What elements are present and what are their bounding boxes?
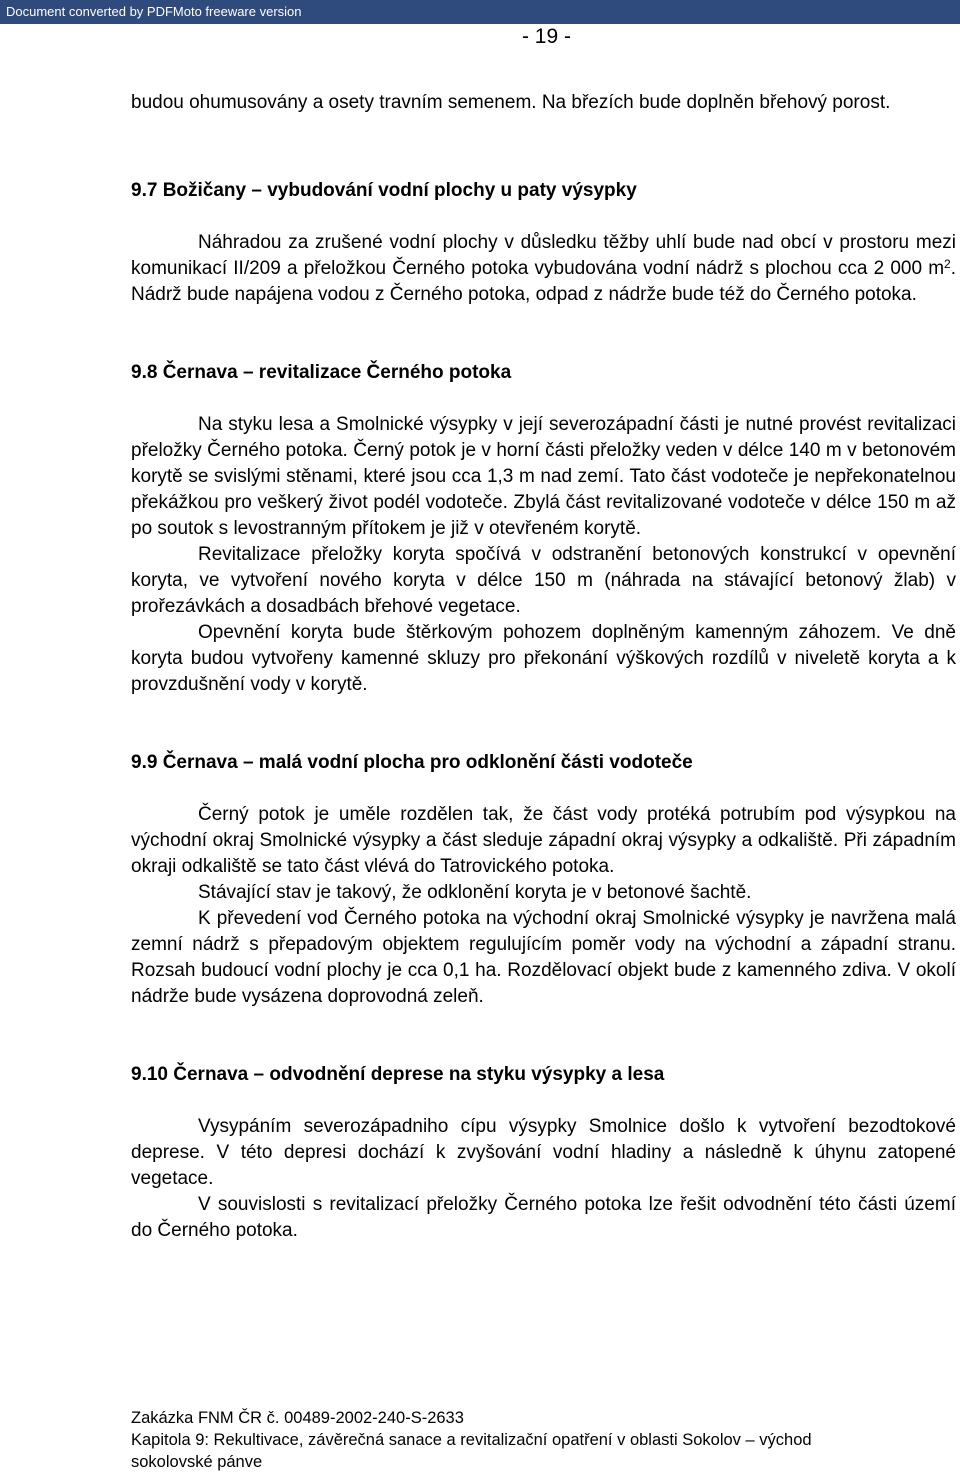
- page-footer: [131, 1407, 951, 1473]
- footer-chapter-title: Kapitola 9: Rekultivace, závěrečná sanace a revitalizační opatření v oblasti Sokolov – východ: [131, 1431, 812, 1449]
- converter-banner: [0, 0, 960, 24]
- section-9-9-paragraph-2: Stávající stav je takový, že odklonění koryta je v betonové šachtě.: [198, 882, 752, 903]
- section-9-8-paragraph-3: Opevnění koryta bude štěrkovým pohozem doplněným kamenným záhozem. Ve dně koryta budou vytvořeny kamenné skluzy pro překonání výškových rozdílů v niveletě koryta a k provzdušnění vody v korytě.: [131, 622, 956, 695]
- section-9-10-paragraph-1: Vysypáním severozápadniho cípu výsypky Smolnice došlo k vytvoření bezodtokové deprese. V této depresi dochází k zvyšování vodní hladiny a následně k úhynu zatopené vegetace.: [131, 1116, 956, 1189]
- section-9-8-paragraph-2: Revitalizace přeložky koryta spočívá v odstranění betonových konstrukcí v opevnění koryta, ve vytvoření nového koryta v délce 150 m (náhrada na stávající betonový žlab) v prořezávkách a dosadbách břehové vegetace.: [131, 544, 956, 617]
- footer-chapter-title-cont: sokolovské pánve: [131, 1453, 263, 1471]
- section-9-8-paragraph-1: Na styku lesa a Smolnické výsypky v její severozápadní části je nutné provést revitalizaci přeložky Černého potoka. Černý potok je v horní části přeložky veden v délce 140 m v betonovém korytě se svislými stěnami, které jsou cca 1,3 m nad zemí. Tato část vodoteče je nepřekonatelnou překážkou pro veškerý život podél vodoteče. Zbylá část revitalizované vodoteče v délce 150 m až po soutok s levostranným přítokem je již v otevřeném korytě.: [131, 414, 956, 539]
- section-heading-9-10: 9.10 Černava – odvodnění deprese na styku výsypky a lesa: [131, 1064, 665, 1085]
- section-heading-9-9: 9.9 Černava – malá vodní plocha pro odklonění části vodoteče: [131, 752, 693, 773]
- footer-contract-number: Zakázka FNM ČR č. 00489-2002-240-S-2633: [131, 1409, 464, 1427]
- intro-paragraph: budou ohumusovány a osety travním semenem. Na březích bude doplněn břehový porost.: [131, 92, 891, 113]
- section-heading-9-7: 9.7 Božičany – vybudování vodní plochy u paty výsypky: [131, 180, 637, 201]
- converter-banner-text: Document converted by PDFMoto freeware version: [6, 4, 302, 19]
- document-body: [131, 90, 956, 1244]
- section-9-7-paragraph: Náhradou za zrušené vodní plochy v důsledku těžby uhlí bude nad obcí v prostoru mezi komunikací II/209 a přeložkou Černého potoka vybudována vodní nádrž s plochou cca 2 000 $m^2$. Nádrž bude napájena vodou z Černého potoka, odpad z nádrže bude též do Černého potoka.: [131, 232, 956, 305]
- section-heading-9-8: 9.8 Černava – revitalizace Černého potoka: [131, 362, 512, 383]
- page-number: - 19 -: [521, 25, 571, 48]
- section-9-10-paragraph-2: V souvislosti s revitalizací přeložky Černého potoka lze řešit odvodnění této části území do Černého potoka.: [131, 1194, 956, 1241]
- section-9-9-paragraph-3: K převedení vod Černého potoka na východní okraj Smolnické výsypky je navržena malá zemní nádrž s přepadovým objektem regulujícím poměr vody na východní a západní stranu. Rozsah budoucí vodní plochy je cca 0,1 ha. Rozdělovací objekt bude z kamenného zdiva. V okolí nádrže bude vysázena doprovodná zeleň.: [131, 908, 956, 1007]
- section-9-9-paragraph-1: Černý potok je uměle rozdělen tak, že část vody protéká potrubím pod výsypkou na východní okraj Smolnické výsypky a část sleduje západní okraj výsypky a odkaliště. Při západním okraji odkaliště se tato část vlévá do Tatrovického potoka.: [131, 804, 956, 877]
